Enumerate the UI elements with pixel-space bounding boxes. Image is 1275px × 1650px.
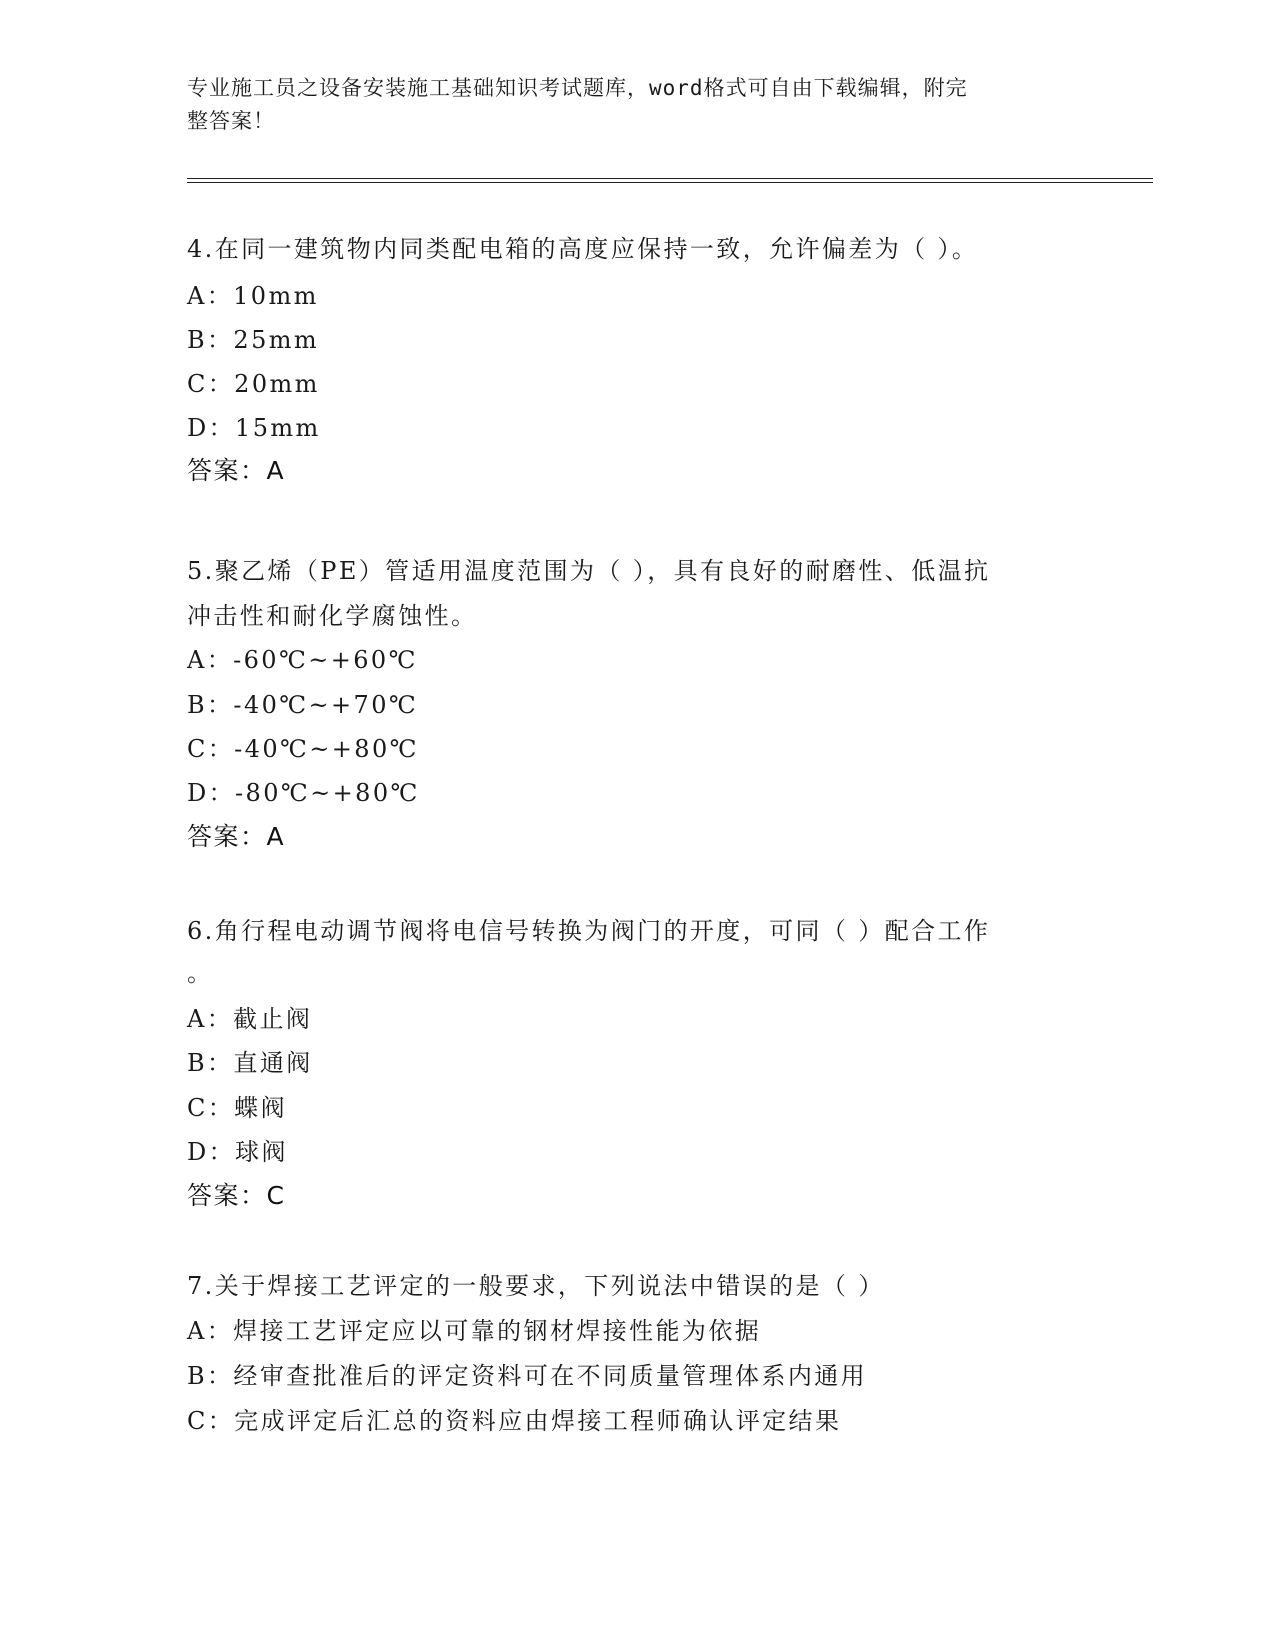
question-5-option-a: A：-60℃~+60℃ — [187, 646, 418, 674]
question-6-option-a: A：截止阀 — [187, 1005, 313, 1033]
question-6-stem-line-2: 。 — [187, 959, 214, 987]
header-divider-bottom — [187, 182, 1153, 183]
question-4-answer: 答案：A — [187, 456, 286, 485]
question-4-option-a: A：10mm — [187, 282, 319, 310]
question-7-stem: 7.关于焊接工艺评定的一般要求，下列说法中错误的是（ ） — [187, 1272, 885, 1300]
question-6-option-d: D：球阀 — [187, 1138, 288, 1166]
question-7-option-b: B：经审查批准后的评定资料可在不同质量管理体系内通用 — [187, 1362, 868, 1390]
question-5-answer: 答案：A — [187, 822, 286, 851]
question-4-stem: 4.在同一建筑物内同类配电箱的高度应保持一致，允许偏差为（ ）。 — [187, 235, 979, 263]
question-7-option-a: A：焊接工艺评定应以可靠的钢材焊接性能为依据 — [187, 1317, 762, 1345]
header-line-1: 专业施工员之设备安装施工基础知识考试题库，word格式可自由下载编辑，附完 — [187, 76, 968, 100]
question-5-stem-line-1: 5.聚乙烯（PE）管适用温度范围为（ ），具有良好的耐磨性、低温抗 — [187, 557, 991, 585]
question-6-option-c: C：蝶阀 — [187, 1094, 287, 1122]
question-7-option-c: C：完成评定后汇总的资料应由焊接工程师确认评定结果 — [187, 1407, 842, 1435]
header-divider-top — [187, 178, 1153, 179]
question-4-option-b: B：25mm — [187, 326, 320, 354]
question-5-option-d: D：-80℃~+80℃ — [187, 779, 420, 807]
header-line-2: 整答案！ — [187, 109, 275, 133]
question-6-option-b: B：直通阀 — [187, 1049, 313, 1077]
document-header — [187, 72, 1087, 138]
question-5-option-c: C：-40℃~+80℃ — [187, 735, 419, 763]
question-4-option-d: D：15mm — [187, 414, 321, 442]
question-5-option-b: B：-40℃~+70℃ — [187, 691, 419, 719]
question-6-answer: 答案：C — [187, 1181, 286, 1210]
question-5-stem-line-2: 冲击性和耐化学腐蚀性。 — [187, 602, 478, 630]
question-6-stem-line-1: 6.角行程电动调节阀将电信号转换为阀门的开度，可同（ ）配合工作 — [187, 917, 991, 945]
question-4-option-c: C：20mm — [187, 370, 320, 398]
